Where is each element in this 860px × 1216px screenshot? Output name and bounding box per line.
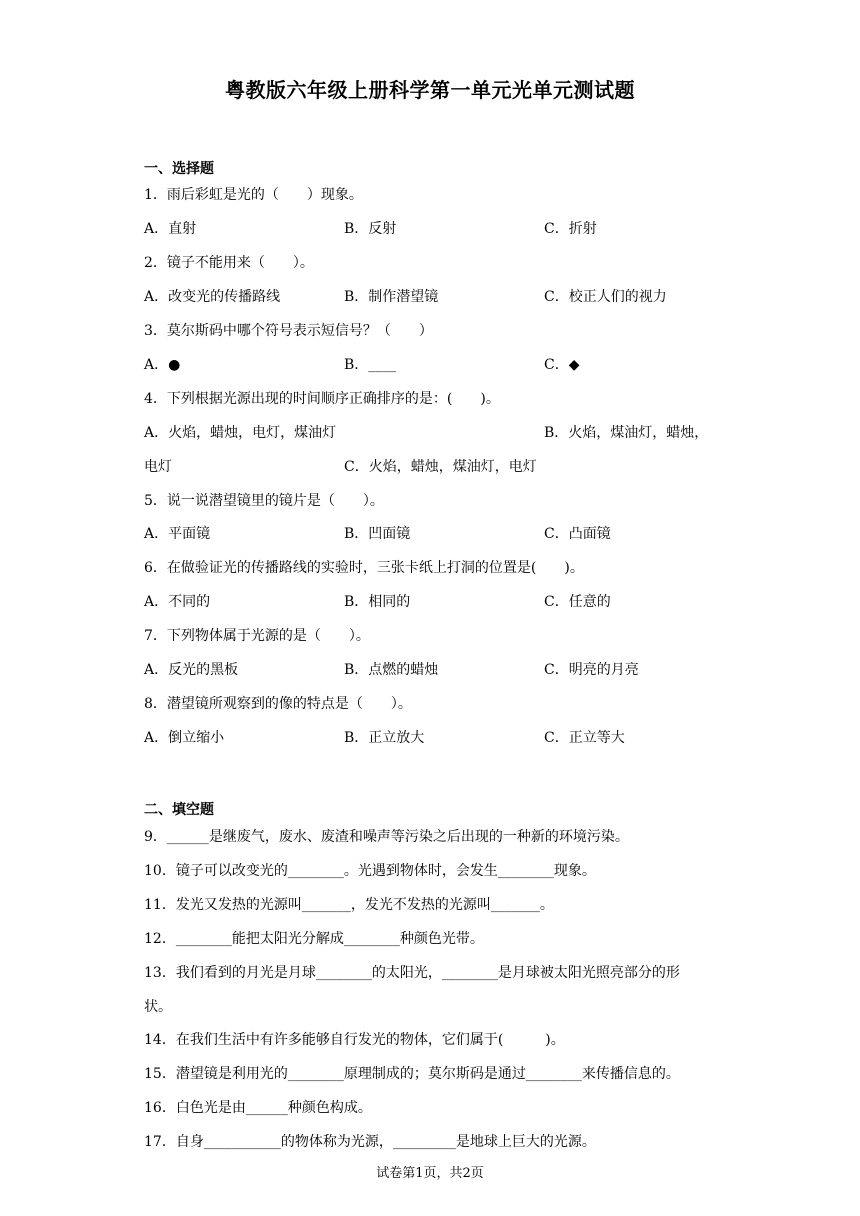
option-c: C．任意的 bbox=[544, 594, 611, 610]
option-b: B．正立放大 bbox=[344, 730, 425, 746]
question-stem: 1．雨后彩虹是光的（ ）现象。 bbox=[144, 187, 363, 203]
option-a: A．火焰，蜡烛，电灯，煤油灯 bbox=[144, 425, 337, 441]
fill-question: 11．发光又发热的光源叫_______，发光不发热的光源叫_______。 bbox=[144, 897, 554, 913]
option-a: A．倒立缩小 bbox=[144, 730, 225, 746]
option-b: B．凹面镜 bbox=[344, 526, 411, 542]
option-b: B．火焰，煤油灯，蜡烛， bbox=[544, 425, 709, 441]
option-a: A．平面镜 bbox=[144, 526, 211, 542]
fill-question: 10．镜子可以改变光的________。光遇到物体时，会发生________现象。 bbox=[144, 863, 596, 879]
fill-question: 12．________能把太阳光分解成________种颜色光带。 bbox=[144, 931, 484, 947]
fill-question: 14．在我们生活中有许多能够自行发光的物体，它们属于( )。 bbox=[144, 1032, 565, 1048]
section-heading-choice: 一、选择题 bbox=[144, 161, 214, 177]
option-b: B．制作潜望镜 bbox=[344, 289, 439, 305]
section-heading-fill: 二、填空题 bbox=[144, 802, 214, 818]
fill-question: 16．白色光是由______种颜色构成。 bbox=[144, 1100, 372, 1116]
option-b-continued: 电灯 bbox=[144, 459, 172, 475]
fill-question: 9．______是继废气，废水、废渣和噪声等污染之后出现的一种新的环境污染。 bbox=[144, 829, 629, 845]
question-stem: 4．下列根据光源出现的时间顺序正确排序的是：( )。 bbox=[144, 391, 500, 407]
option-c: C．折射 bbox=[544, 221, 597, 237]
option-b: B．相同的 bbox=[344, 594, 411, 610]
page-title: 粤教版六年级上册科学第一单元光单元测试题 bbox=[225, 78, 635, 102]
option-c: C．火焰，蜡烛，煤油灯，电灯 bbox=[344, 459, 537, 475]
question-stem: 6．在做验证光的传播路线的实验时，三张卡纸上打洞的位置是( )。 bbox=[144, 560, 584, 576]
option-b: B．____ bbox=[344, 357, 397, 373]
option-a: A．直射 bbox=[144, 221, 197, 237]
question-stem: 2．镜子不能用来（ ）。 bbox=[144, 255, 314, 271]
option-b: B．点燃的蜡烛 bbox=[344, 662, 439, 678]
fill-question: 15．潜望镜是利用光的________原理制成的；莫尔斯码是通过________来传播信息的。 bbox=[144, 1066, 680, 1082]
question-stem: 3．莫尔斯码中哪个符号表示短信号？（ ） bbox=[144, 323, 433, 339]
option-c: C．明亮的月亮 bbox=[544, 662, 639, 678]
option-a: A．反光的黑板 bbox=[144, 662, 239, 678]
fill-question: 13．我们看到的月光是月球________的太阳光，________是月球被太阳光照亮部分的形 bbox=[144, 965, 680, 981]
fill-question-continued: 状。 bbox=[144, 999, 172, 1015]
option-c: C．正立等大 bbox=[544, 730, 625, 746]
option-a: A．不同的 bbox=[144, 594, 211, 610]
question-stem: 8．潜望镜所观察到的像的特点是（ ）。 bbox=[144, 696, 412, 712]
option-a: A．● bbox=[144, 357, 181, 373]
fill-question: 17．自身___________的物体称为光源，_________是地球上巨大的光源。 bbox=[144, 1134, 596, 1150]
option-b: B．反射 bbox=[344, 221, 397, 237]
page-footer: 试卷第1页，共2页 bbox=[376, 1166, 484, 1181]
question-stem: 7．下列物体属于光源的是（ ）。 bbox=[144, 628, 370, 644]
option-c: C．凸面镜 bbox=[544, 526, 611, 542]
question-stem: 5．说一说潜望镜里的镜片是（ ）。 bbox=[144, 493, 384, 509]
option-a: A．改变光的传播路线 bbox=[144, 289, 281, 305]
option-c: C．◆ bbox=[544, 357, 580, 373]
option-c: C．校正人们的视力 bbox=[544, 289, 667, 305]
